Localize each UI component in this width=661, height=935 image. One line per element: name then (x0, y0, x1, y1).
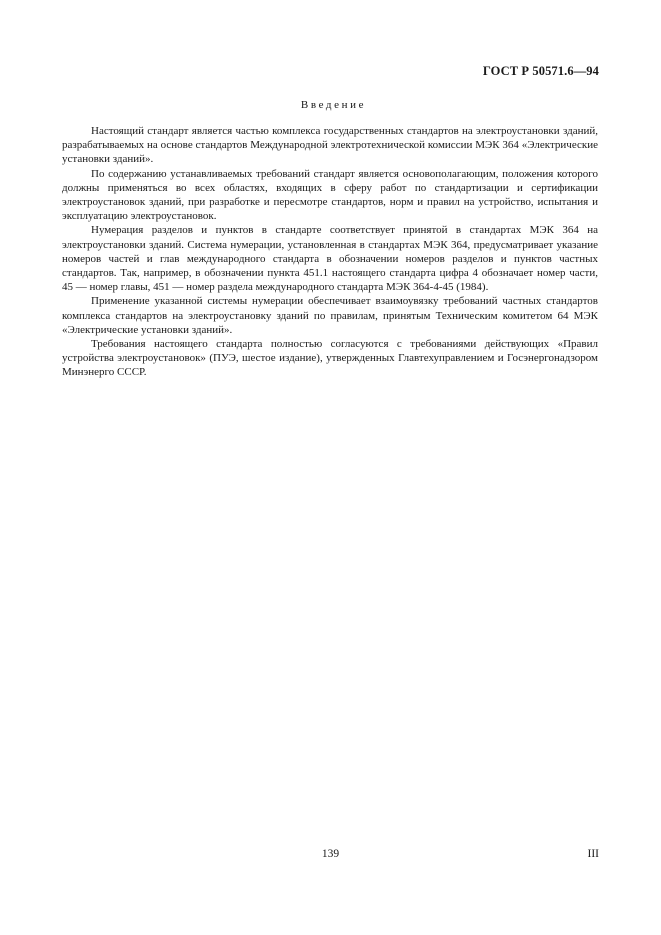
section-title: Введение (300, 99, 367, 111)
document-code: ГОСТ Р 50571.6—94 (482, 64, 599, 78)
paragraph: Применение указанной системы нумерации обеспечивает взаимоувязку требований частных стандартов комплекса стандартов на электроустановку зданий по правилам, принятым Техническим комитетом 64 МЭК «Электрические установки зданий». (62, 295, 598, 336)
page-number: 139 (321, 848, 340, 860)
paragraph: Нумерация разделов и пунктов в стандарте соответствует принятой в стандартах МЭК 364 на электроустановки зданий. Система нумерации, установленная в стандартах МЭК 364, предусматривает указание номеров частей и глав международного стандарта в обозначении номеров разделов и пунктов частных стандартов. Так, например, в обозначении пункта 451.1 настоящего стандарта цифра 4 обозначает номер части, 45 — номер главы, 451 — номер раздела международного стандарта МЭК 364-4-45 (1984). (62, 224, 598, 294)
roman-page-number: III (587, 848, 599, 860)
paragraph: Требования настоящего стандарта полностью согласуются с требованиями действующих «Правил устройства электроустановок» (ПУЭ, шестое издание), утвержденных Главтехуправлением и Госэнергонадзором Минэнерго СССР. (62, 338, 598, 379)
body-text (62, 124, 598, 380)
paragraph: Настоящий стандарт является частью комплекса государственных стандартов на электроустановки зданий, разрабатываемых на основе стандартов Международной электротехнической комиссии МЭК 364 «Электрические установки зданий». (62, 125, 598, 166)
paragraph: По содержанию устанавливаемых требований стандарт является основополагающим, положения которого должны применяться во всех областях, входящих в сферу работ по стандартизации и сертификации электроустановок зданий, при разработке и пересмотре стандартов, норм и правил на устройство, испытания и эксплуатацию электроустановок. (62, 167, 598, 223)
